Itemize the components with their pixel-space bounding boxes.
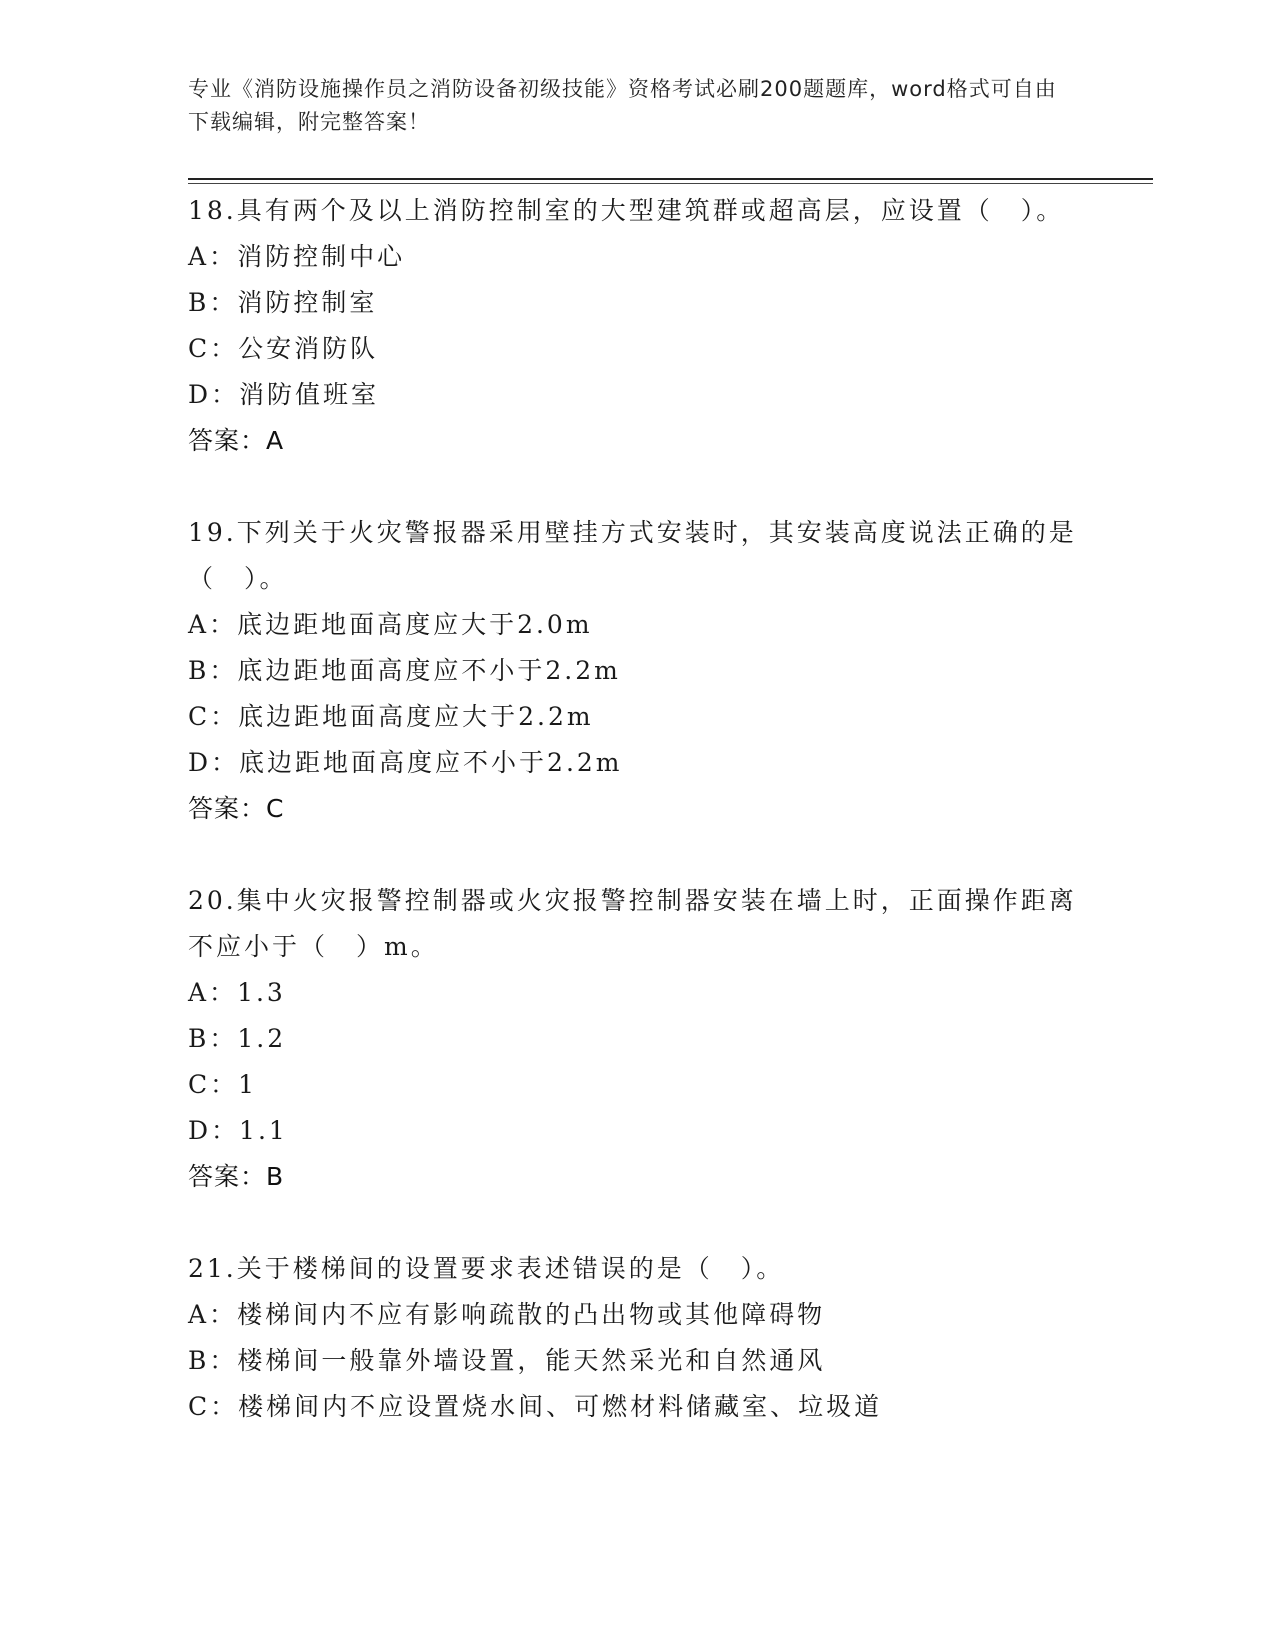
- option-b: [188, 1016, 1088, 1062]
- option-text: 楼梯间一般靠外墙设置，能天然采光和自然通风: [237, 1346, 826, 1375]
- option-c: [188, 326, 1088, 372]
- header-divider-thick: [188, 178, 1153, 180]
- option-letter: A：: [188, 610, 238, 639]
- question-stem: 21.关于楼梯间的设置要求表述错误的是（ ）。: [188, 1254, 785, 1283]
- question-spacer: [188, 1200, 1088, 1246]
- option-letter: A：: [188, 978, 238, 1007]
- option-text: 公安消防队: [238, 334, 379, 363]
- option-letter: B：: [188, 1024, 238, 1053]
- option-a: [188, 234, 1088, 280]
- answer-line: 答案：B: [188, 1162, 285, 1191]
- option-letter: C：: [188, 334, 239, 363]
- question-list: [188, 188, 1088, 1430]
- option-text: 底边距地面高度应大于2.2m: [238, 702, 594, 731]
- option-d: [188, 740, 1088, 786]
- option-text: 消防值班室: [239, 380, 380, 409]
- question-20: [188, 878, 1088, 1200]
- option-letter: D：: [188, 380, 240, 409]
- option-text: 楼梯间内不应设置烧水间、可燃材料储藏室、垃圾道: [238, 1392, 883, 1421]
- option-d: [188, 1108, 1088, 1154]
- option-c: [188, 1062, 1088, 1108]
- option-b: [188, 648, 1088, 694]
- option-text: 1.1: [239, 1116, 288, 1145]
- question-stem: 18.具有两个及以上消防控制室的大型建筑群或超高层，应设置（ ）。: [188, 196, 1065, 225]
- option-a: [188, 1292, 1088, 1338]
- option-letter: B：: [188, 1346, 238, 1375]
- option-text: 消防控制中心: [237, 242, 406, 271]
- option-letter: D：: [188, 1116, 240, 1145]
- option-letter: C：: [188, 702, 239, 731]
- option-letter: A：: [188, 242, 238, 271]
- header-title: 专业《消防设施操作员之消防设备初级技能》资格考试必刷200题题库，word格式可自由下载编辑，附完整答案！: [188, 77, 1057, 134]
- page-header: [188, 73, 1068, 139]
- option-c: [188, 694, 1088, 740]
- option-text: 1: [238, 1070, 258, 1099]
- option-text: 底边距地面高度应大于2.0m: [237, 610, 593, 639]
- option-c: [188, 1384, 1088, 1430]
- option-text: 消防控制室: [237, 288, 378, 317]
- option-text: 底边距地面高度应不小于2.2m: [239, 748, 623, 777]
- option-text: 1.2: [237, 1024, 287, 1053]
- option-letter: B：: [188, 656, 238, 685]
- header-divider-thin: [188, 183, 1153, 184]
- option-letter: D：: [188, 748, 240, 777]
- option-text: 楼梯间内不应有影响疏散的凸出物或其他障碍物: [237, 1300, 826, 1329]
- option-b: [188, 280, 1088, 326]
- option-d: [188, 372, 1088, 418]
- option-letter: A：: [188, 1300, 238, 1329]
- answer-line: 答案：C: [188, 794, 285, 823]
- question-spacer: [188, 464, 1088, 510]
- option-a: [188, 970, 1088, 1016]
- option-b: [188, 1338, 1088, 1384]
- option-letter: B：: [188, 288, 238, 317]
- option-letter: C：: [188, 1070, 239, 1099]
- question-18: [188, 188, 1088, 464]
- option-text: 底边距地面高度应不小于2.2m: [237, 656, 621, 685]
- question-stem: 19.下列关于火灾警报器采用壁挂方式安装时，其安装高度说法正确的是（ ）。: [188, 518, 1077, 593]
- question-19: [188, 510, 1088, 832]
- option-letter: C：: [188, 1392, 239, 1421]
- question-21: [188, 1246, 1088, 1430]
- question-spacer: [188, 832, 1088, 878]
- option-text: 1.3: [237, 978, 286, 1007]
- question-stem: 20.集中火灾报警控制器或火灾报警控制器安装在墙上时，正面操作距离不应小于（ ）m。: [188, 886, 1077, 961]
- answer-line: 答案：A: [188, 426, 285, 455]
- option-a: [188, 602, 1088, 648]
